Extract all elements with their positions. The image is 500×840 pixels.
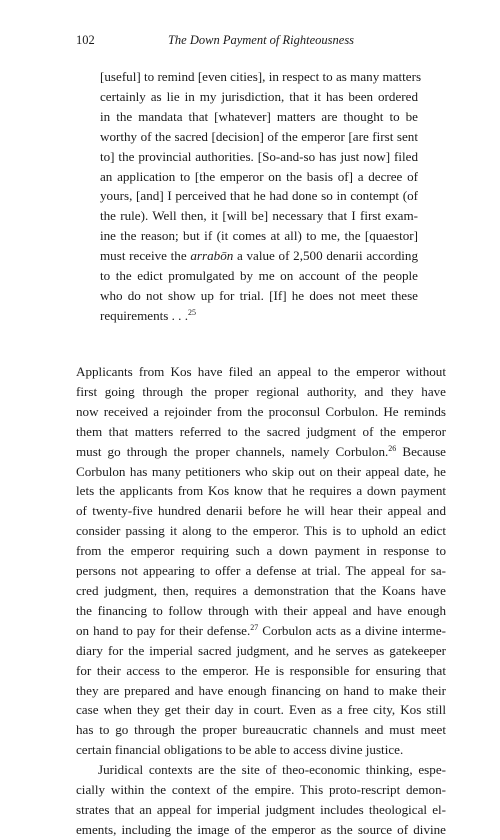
quote-line: the rule). Well then, it [will be] necessary that I first exam- [100,208,418,224]
page-number: 102 [76,33,95,47]
body-line: cially within the context of the empire. This proto-rescript demon- [76,782,446,798]
body-line: Corbulon has many petitioners who skip out on their appeal date, he [76,463,446,479]
greek-term: arrabōn [190,248,234,264]
body-line: from the emperor requiring such a down payment in response to [76,543,446,559]
quote-line: certainly as lie in my jurisdiction, that it has been ordered [100,88,418,104]
body-text [76,362,446,840]
quote-line: yours, [and] I perceived that he had done so in contempt (of [100,188,418,204]
body-line: persons not appearing to offer a defense at trial. The appeal for sa- [76,563,446,579]
quote-line: an application to [the emperor on the basis of] a decree of [100,168,418,184]
body-line: Applicants from Kos have filed an appeal to the emperor without [76,364,446,379]
footnote-ref: 26 [388,443,397,453]
running-title: The Down Payment of Righteousness [167,33,355,47]
quote-line: who do not show up for trial. [If] he does not meet these [100,287,418,303]
body-text-run: Because [396,443,446,459]
body-paragraph [76,362,446,760]
quote-line [100,246,418,266]
body-text-run: must go through the proper channels, namely Corbulon. [76,443,389,459]
block-quote [100,67,422,326]
quote-line: in the mandata that [whatever] matters are thought to be [100,108,418,124]
body-line: of twenty-five hundred denarii before he will hear their appeal and [76,503,446,519]
footnote-ref: 27 [250,622,259,632]
running-head [76,33,446,49]
body-line: them that matters referred to the sacred judgment of the emperor [76,423,446,439]
body-line: certain financial obligations to be able to access divine justice. [76,742,404,758]
body-line: consider passing it along to the emperor. This is to uphold an edict [76,523,446,539]
body-line: cred judgment, then, requires a demonstration that the Koans have [76,582,446,598]
quote-line: to the edict promulgated by me on account of the people [100,268,418,284]
body-line: they are prepared and have enough financing on hand to make their [76,682,446,698]
body-line [76,621,446,641]
body-text-run: Corbulon acts as a divine interme- [258,622,446,638]
quote-text: a value of 2,500 denarii according [237,248,418,264]
body-line: diary for the imperial sacred judgment, and he serves as gatekeeper [76,642,446,658]
body-text-run: on hand to pay for their defense. [76,622,251,638]
body-line: now received a rejoinder from the proconsul Corbulon. He reminds [76,403,446,419]
quote-line: worthy of the sacred [decision] of the emperor [are first sent [100,128,418,144]
body-line: has to go through the proper bureaucratic channels and must meet [76,722,446,738]
quote-text: must receive the [100,248,187,264]
quote-line: ine the reason; but if (it comes at all) to me, the [quaestor] [100,228,418,244]
body-line: case when they get their day in court. Even as a free city, Kos still [76,702,446,718]
body-paragraph [76,760,446,840]
body-line: Juridical contexts are the site of theo-economic thinking, espe- [98,762,446,778]
quote-text: requirements . . . [100,307,188,323]
body-line: strates that an appeal for imperial judgment includes theological el- [76,801,446,817]
body-line: the financing to follow through with their appeal and have enough [76,602,446,618]
body-line: first going through the proper regional authority, and they have [76,383,446,399]
quote-line: [useful] to remind [even cities], in respect to as many matters [100,69,422,84]
quote-line: to] the provincial authorities. [So-and-so has just now] filed [100,148,418,164]
footnote-ref: 25 [188,307,196,317]
body-line: ements, including the image of the emperor as the source of divine [76,821,446,837]
quote-paragraph [100,67,422,326]
body-line: lets the applicants from Kos know that he requires a down payment [76,483,446,499]
body-line [76,442,446,462]
quote-line [100,306,418,326]
body-line: for their access to the emperor. He is responsible for ensuring that [76,662,446,678]
